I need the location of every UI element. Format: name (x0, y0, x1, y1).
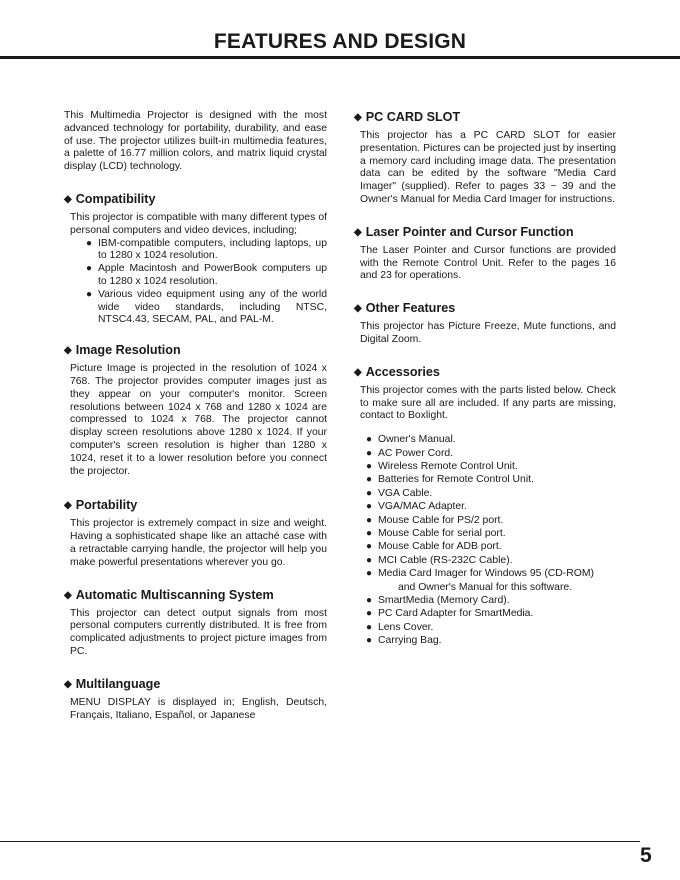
laser-text: The Laser Pointer and Cursor functions are provided with the Remote Control Unit. Refer to the pages 16 and 23 for operations. (360, 244, 616, 282)
diamond-bullet-icon: ◆ (354, 226, 362, 238)
list-item: ● IBM-compatible computers, including laptops, up to 1280 x 1024 resolution. (86, 237, 327, 262)
dot-bullet-icon: ● (366, 474, 373, 486)
dot-bullet-icon: ● (86, 263, 93, 275)
dot-bullet-icon: ● (366, 621, 373, 633)
intro-paragraph: This Multimedia Projector is designed with the most advanced technology for portability, durability, and ease of use. The projector utilizes built-in multimedia features, a palette of 16.77 million colors, and matrix liquid crystal display (LCD) technology. (64, 110, 327, 173)
multilanguage-heading: ◆ Multilanguage (64, 676, 161, 691)
list-item: ● Mouse Cable for serial port. (366, 528, 506, 539)
accessories-heading: ◆ Accessories (354, 364, 440, 379)
page-number: 5 (640, 844, 652, 867)
pc-card-heading: ◆ PC CARD SLOT (354, 110, 461, 124)
dot-bullet-icon: ● (366, 635, 373, 647)
dot-bullet-icon: ● (366, 447, 373, 459)
page-title: FEATURES AND DESIGN (213, 30, 467, 53)
dot-bullet-icon: ● (366, 487, 373, 499)
dot-bullet-icon: ● (366, 554, 373, 566)
image-resolution-heading: ◆ Image Resolution (64, 343, 181, 358)
compatibility-heading: ◆ Compatibility (64, 191, 156, 206)
dot-bullet-icon: ● (366, 460, 373, 472)
list-item: ● Wireless Remote Control Unit. (366, 460, 518, 472)
diamond-bullet-icon: ◆ (64, 345, 72, 357)
diamond-bullet-icon: ◆ (354, 366, 362, 378)
list-item: ● Owner's Manual. (366, 434, 456, 446)
dot-bullet-icon: ● (366, 541, 373, 553)
list-item: ● Carrying Bag. (366, 635, 442, 647)
compatibility-list (70, 238, 327, 328)
diamond-bullet-icon: ◆ (64, 500, 72, 512)
footer-rule (0, 841, 640, 842)
accessories-list (354, 433, 616, 648)
right-column (354, 110, 616, 648)
dot-bullet-icon: ● (366, 501, 373, 513)
image-resolution-text: Picture Image is projected in the resolution of 1024 x 768. The projector provides computer images just as they appear on your computer's monitor. Screen resolutions between 1024 x 768 and 1280 x 1024 are compressed to 1024 x 768. The projector cannot display screen resolutions above 1280 x 1024. If your computer's screen resolution is higher than 1280 x 1024, reset it to a lower resolution before you connect the projector. (70, 363, 327, 477)
title-rule (0, 56, 680, 59)
dot-bullet-icon: ● (366, 514, 373, 526)
list-item: ● Batteries for Remote Control Unit. (366, 474, 534, 486)
pc-card-text: This projector has a PC CARD SLOT for easier presentation. Pictures can be projected just by inserting a memory card including image data. The presentation data can be edited by the software "Media Card Imager" (supplied). Refer to pages 33 ~ 39 and the Owner's Manual for Media Card Imager for instructions. (360, 130, 616, 205)
diamond-bullet-icon: ◆ (354, 112, 362, 123)
portability-heading: ◆ Portability (64, 498, 138, 513)
left-column (64, 110, 327, 722)
compatibility-text: This projector is compatible with many different types of personal computers and video devices, including; (70, 211, 327, 236)
list-item: ● Lens Cover. (366, 621, 434, 633)
dot-bullet-icon: ● (366, 434, 373, 446)
list-item: ● AC Power Cord. (366, 447, 454, 459)
other-features-heading: ◆ Other Features (354, 301, 456, 316)
list-item: ● VGA/MAC Adapter. (366, 501, 467, 513)
list-item: ● PC Card Adapter for SmartMedia. (366, 608, 534, 620)
dot-bullet-icon: ● (366, 568, 373, 580)
list-item: ● VGA Cable. (366, 487, 433, 499)
list-item: ● Apple Macintosh and PowerBook computers up to 1280 x 1024 resolution. (86, 263, 327, 287)
laser-heading: ◆ Laser Pointer and Cursor Function (354, 224, 574, 239)
list-item: ● Media Card Imager for Windows 95 (CD-ROM) and Owner's Manual for this software. (366, 568, 594, 593)
diamond-bullet-icon: ◆ (354, 303, 362, 315)
list-item: ● Mouse Cable for PS/2 port. (366, 514, 504, 526)
multiscanning-text: This projector can detect output signals from most personal computers currently distributed. It is free from complicated adjustments to project picture images from PC. (70, 607, 327, 657)
multiscanning-heading: ◆ Automatic Multiscanning System (64, 587, 274, 602)
dot-bullet-icon: ● (366, 528, 373, 539)
list-item: ● Mouse Cable for ADB port. (366, 541, 502, 553)
other-features-text: This projector has Picture Freeze, Mute functions, and Digital Zoom. (360, 321, 616, 345)
dot-bullet-icon: ● (366, 608, 373, 620)
dot-bullet-icon: ● (366, 595, 373, 607)
dot-bullet-icon: ● (86, 288, 93, 300)
diamond-bullet-icon: ◆ (64, 678, 72, 690)
list-item: ● Various video equipment using any of the world wide video standards, including NTSC, NTSC4.43, SECAM, PAL, and PAL-M. (86, 288, 327, 326)
dot-bullet-icon: ● (86, 237, 93, 249)
accessories-text: This projector comes with the parts listed below. Check to make sure all are included. If any parts are missing, contact to Boxlight. (360, 384, 616, 422)
list-item: ● SmartMedia (Memory Card). (366, 595, 510, 607)
portability-text: This projector is extremely compact in size and weight. Having a sophisticated shape like an attaché case with a retractable carrying handle, the projector will help you make powerful presentations wherever you go. (70, 518, 327, 568)
diamond-bullet-icon: ◆ (64, 193, 72, 205)
multilanguage-text: MENU DISPLAY is displayed in; English, Deutsch, Français, Italiano, Español, or Japanese (70, 696, 327, 721)
list-item: ● MCI Cable (RS-232C Cable). (366, 554, 513, 566)
diamond-bullet-icon: ◆ (64, 589, 72, 601)
